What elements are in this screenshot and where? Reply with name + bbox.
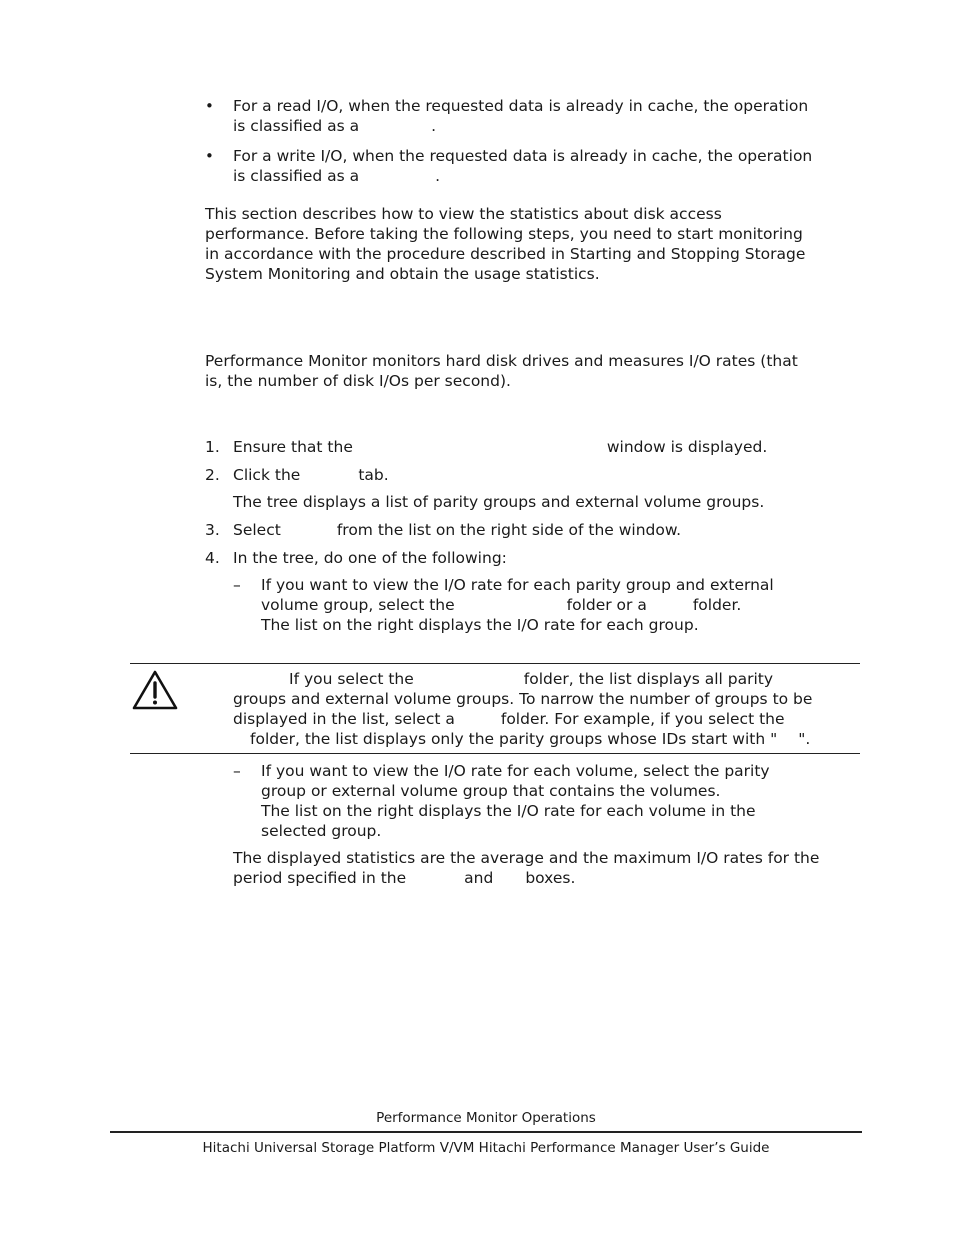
result-paragraph: The displayed statistics are the average and the maximum I/O rates for the period specified in the and boxes. — [233, 849, 820, 887]
step-1: Ensure that the window is displayed. — [233, 438, 768, 456]
bullet-marker: • — [205, 97, 214, 115]
bullet-write-io: For a write I/O, when the requested data is already in cache, the operation is classified as a . — [233, 147, 813, 185]
bullet-marker: • — [205, 147, 214, 165]
caution-note: If you select the folder, the list displays all parity groups and external volume groups. To narrow the number of groups to be displayed in the list, select a folder. For example, if you select the folder, the list displays only the parity groups whose IDs start with " ". — [233, 670, 813, 748]
caution-triangle-icon — [131, 669, 179, 711]
step-number: 4. — [205, 549, 220, 567]
caution-top-rule — [130, 663, 860, 664]
sub-item-group-rate: If you want to view the I/O rate for each parity group and external volume group, select the folder or a folder. The list on the right displays the I/O rate for each group. — [261, 576, 774, 634]
step-2-note: The tree displays a list of parity groups and external volume groups. — [233, 493, 765, 511]
step-3: Select from the list on the right side of the window. — [233, 521, 682, 539]
step-2: Click the tab. — [233, 466, 389, 484]
step-4: In the tree, do one of the following: — [233, 549, 507, 567]
monitor-paragraph: Performance Monitor monitors hard disk drives and measures I/O rates (that is, the number of disk I/Os per second). — [205, 352, 798, 390]
footer-rule — [110, 1131, 862, 1133]
step-number: 2. — [205, 466, 220, 484]
sub-item-volume-rate: If you want to view the I/O rate for each volume, select the parity group or external volume group that contains the volumes. The list on the right displays the I/O rate for each volume in the selected group. — [261, 762, 770, 840]
caution-bottom-rule — [130, 753, 860, 754]
dash-marker: – — [233, 762, 241, 780]
footer-section-title: Performance Monitor Operations — [376, 1110, 596, 1126]
dash-marker: – — [233, 576, 241, 594]
footer-book-title: Hitachi Universal Storage Platform V/VM Hitachi Performance Manager User’s Guide — [202, 1140, 770, 1156]
step-number: 3. — [205, 521, 220, 539]
step-number: 1. — [205, 438, 220, 456]
bullet-read-io: For a read I/O, when the requested data is already in cache, the operation is classified as a . — [233, 97, 809, 135]
intro-paragraph: This section describes how to view the statistics about disk access performance. Before taking the following steps, you need to start monitoring in accordance with the procedure described in Starting and Stopping Storage System Monitoring and obtain the usage statistics. — [205, 205, 806, 283]
